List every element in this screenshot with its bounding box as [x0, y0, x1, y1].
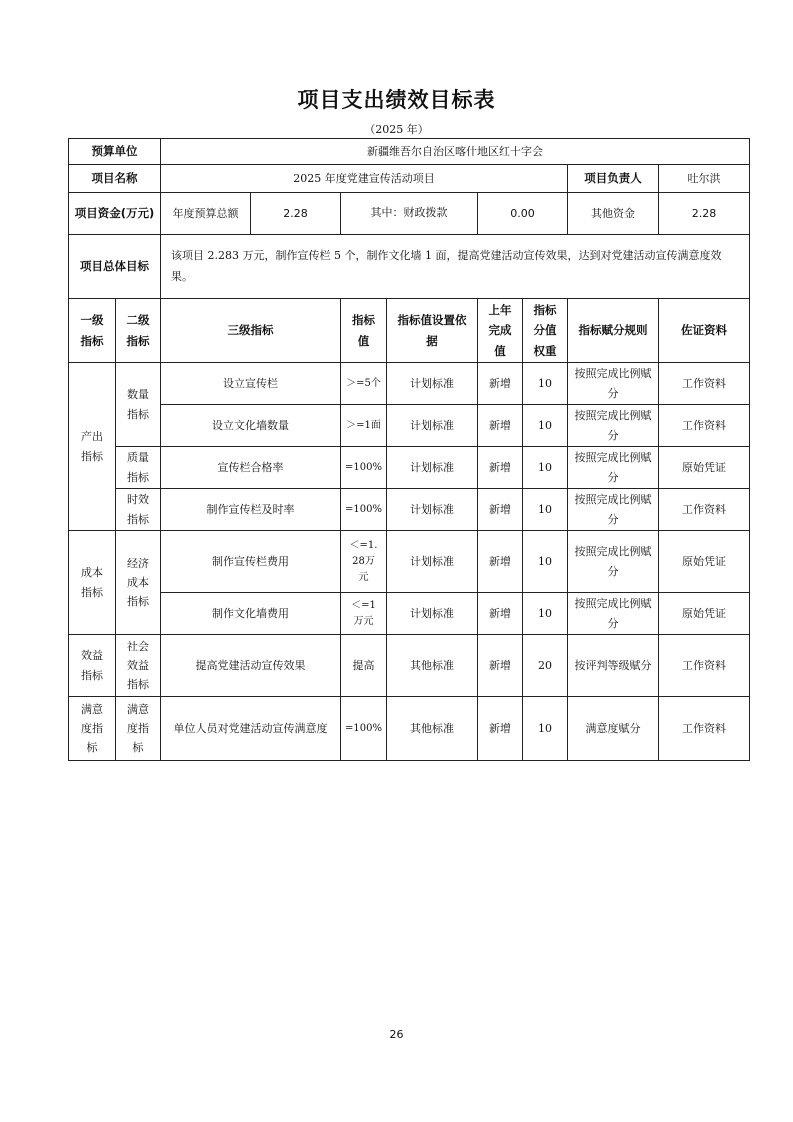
row-evidence: 工作资料 — [659, 489, 750, 531]
performance-table — [68, 138, 750, 761]
fiscal-label: 其中：财政拨款 — [341, 193, 478, 235]
row-rule: 满意度赋分 — [568, 697, 659, 761]
row-rule: 按评判等级赋分 — [568, 635, 659, 697]
row-basis: 计划标准 — [387, 363, 478, 405]
unit-label: 预算单位 — [69, 139, 161, 165]
col-level1: 一级指标 — [69, 299, 116, 363]
sub-social-benefit: 社会效益指标 — [116, 635, 161, 697]
row-l3: 制作宣传栏费用 — [161, 531, 341, 593]
row-value: =100% — [341, 489, 387, 531]
row-evidence: 工作资料 — [659, 363, 750, 405]
project-row — [69, 165, 750, 193]
goal-value: 该项目 2.283 万元，制作宣传栏 5 个，制作文化墙 1 面，提高党建活动宣传效果，达到对党建活动宣传满意度效果。 — [161, 235, 750, 299]
table-row — [69, 635, 750, 697]
row-value: =100% — [341, 447, 387, 489]
row-l3: 提高党建活动宣传效果 — [161, 635, 341, 697]
row-value: 提高 — [341, 635, 387, 697]
row-l3: 制作文化墙费用 — [161, 593, 341, 635]
row-basis: 计划标准 — [387, 489, 478, 531]
owner-value: 吐尔洪 — [659, 165, 750, 193]
row-last: 新增 — [478, 447, 523, 489]
other-value: 2.28 — [659, 193, 750, 235]
sub-timeliness: 时效指标 — [116, 489, 161, 531]
row-weight: 10 — [523, 405, 568, 447]
page-title: 项目支出绩效目标表 — [297, 88, 496, 112]
row-rule: 按照完成比例赋分 — [568, 531, 659, 593]
annual-value: 2.28 — [251, 193, 341, 235]
sub-quantity: 数量指标 — [116, 363, 161, 447]
row-rule: 按照完成比例赋分 — [568, 405, 659, 447]
row-evidence: 工作资料 — [659, 697, 750, 761]
group-satisfaction: 满意度指标 — [69, 697, 116, 761]
owner-label: 项目负责人 — [568, 165, 659, 193]
row-last: 新增 — [478, 405, 523, 447]
row-evidence: 原始凭证 — [659, 447, 750, 489]
col-evidence: 佐证资料 — [659, 299, 750, 363]
row-value: ＞=5个 — [341, 363, 387, 405]
row-l3: 设立文化墙数量 — [161, 405, 341, 447]
sub-economic-cost: 经济成本指标 — [116, 531, 161, 635]
row-l3: 宣传栏合格率 — [161, 447, 341, 489]
row-l3: 制作宣传栏及时率 — [161, 489, 341, 531]
fund-label: 项目资金(万元) — [69, 193, 161, 235]
row-basis: 计划标准 — [387, 405, 478, 447]
row-basis: 其他标准 — [387, 697, 478, 761]
row-value: =100% — [341, 697, 387, 761]
col-weight: 指标分值权重 — [523, 299, 568, 363]
row-basis: 计划标准 — [387, 593, 478, 635]
unit-row — [69, 139, 750, 165]
row-value: ＞=1面 — [341, 405, 387, 447]
col-last-year: 上年完成值 — [478, 299, 523, 363]
row-value: ＜=1.28万元 — [341, 531, 387, 593]
table-row — [69, 489, 750, 531]
row-weight: 10 — [523, 363, 568, 405]
col-level2: 二级指标 — [116, 299, 161, 363]
row-weight: 10 — [523, 489, 568, 531]
table-row — [69, 447, 750, 489]
row-last: 新增 — [478, 697, 523, 761]
table-row — [69, 593, 750, 635]
row-last: 新增 — [478, 489, 523, 531]
row-last: 新增 — [478, 531, 523, 593]
row-evidence: 原始凭证 — [659, 531, 750, 593]
row-last: 新增 — [478, 363, 523, 405]
unit-value: 新疆维吾尔自治区喀什地区红十字会 — [161, 139, 750, 165]
row-evidence: 工作资料 — [659, 635, 750, 697]
col-basis: 指标值设置依据 — [387, 299, 478, 363]
col-value: 指标值 — [341, 299, 387, 363]
group-output: 产出指标 — [69, 363, 116, 531]
other-label: 其他资金 — [568, 193, 659, 235]
project-label: 项目名称 — [69, 165, 161, 193]
project-value: 2025 年度党建宣传活动项目 — [161, 165, 568, 193]
row-rule: 按照完成比例赋分 — [568, 447, 659, 489]
row-value: ＜=1万元 — [341, 593, 387, 635]
row-l3: 设立宣传栏 — [161, 363, 341, 405]
row-rule: 按照完成比例赋分 — [568, 593, 659, 635]
group-benefit: 效益指标 — [69, 635, 116, 697]
page-number: 26 — [389, 1028, 404, 1041]
group-cost: 成本指标 — [69, 531, 116, 635]
annual-label: 年度预算总额 — [161, 193, 251, 235]
table-row — [69, 697, 750, 761]
row-evidence: 原始凭证 — [659, 593, 750, 635]
row-basis: 计划标准 — [387, 447, 478, 489]
row-weight: 10 — [523, 531, 568, 593]
year-subtitle: （2025 年） — [364, 123, 429, 136]
row-l3: 单位人员对党建活动宣传满意度 — [161, 697, 341, 761]
sub-satisfaction: 满意度指标 — [116, 697, 161, 761]
fiscal-value: 0.00 — [478, 193, 568, 235]
row-last: 新增 — [478, 635, 523, 697]
fund-row — [69, 193, 750, 235]
row-basis: 计划标准 — [387, 531, 478, 593]
row-rule: 按照完成比例赋分 — [568, 363, 659, 405]
sub-quality: 质量指标 — [116, 447, 161, 489]
row-weight: 10 — [523, 593, 568, 635]
table-row — [69, 363, 750, 405]
table-row — [69, 531, 750, 593]
table-row — [69, 405, 750, 447]
goal-label: 项目总体目标 — [69, 235, 161, 299]
row-weight: 10 — [523, 447, 568, 489]
goal-row — [69, 235, 750, 299]
row-weight: 20 — [523, 635, 568, 697]
row-evidence: 工作资料 — [659, 405, 750, 447]
row-basis: 其他标准 — [387, 635, 478, 697]
column-header-row — [69, 299, 750, 363]
row-rule: 按照完成比例赋分 — [568, 489, 659, 531]
col-level3: 三级指标 — [161, 299, 341, 363]
row-last: 新增 — [478, 593, 523, 635]
col-rule: 指标赋分规则 — [568, 299, 659, 363]
row-weight: 10 — [523, 697, 568, 761]
